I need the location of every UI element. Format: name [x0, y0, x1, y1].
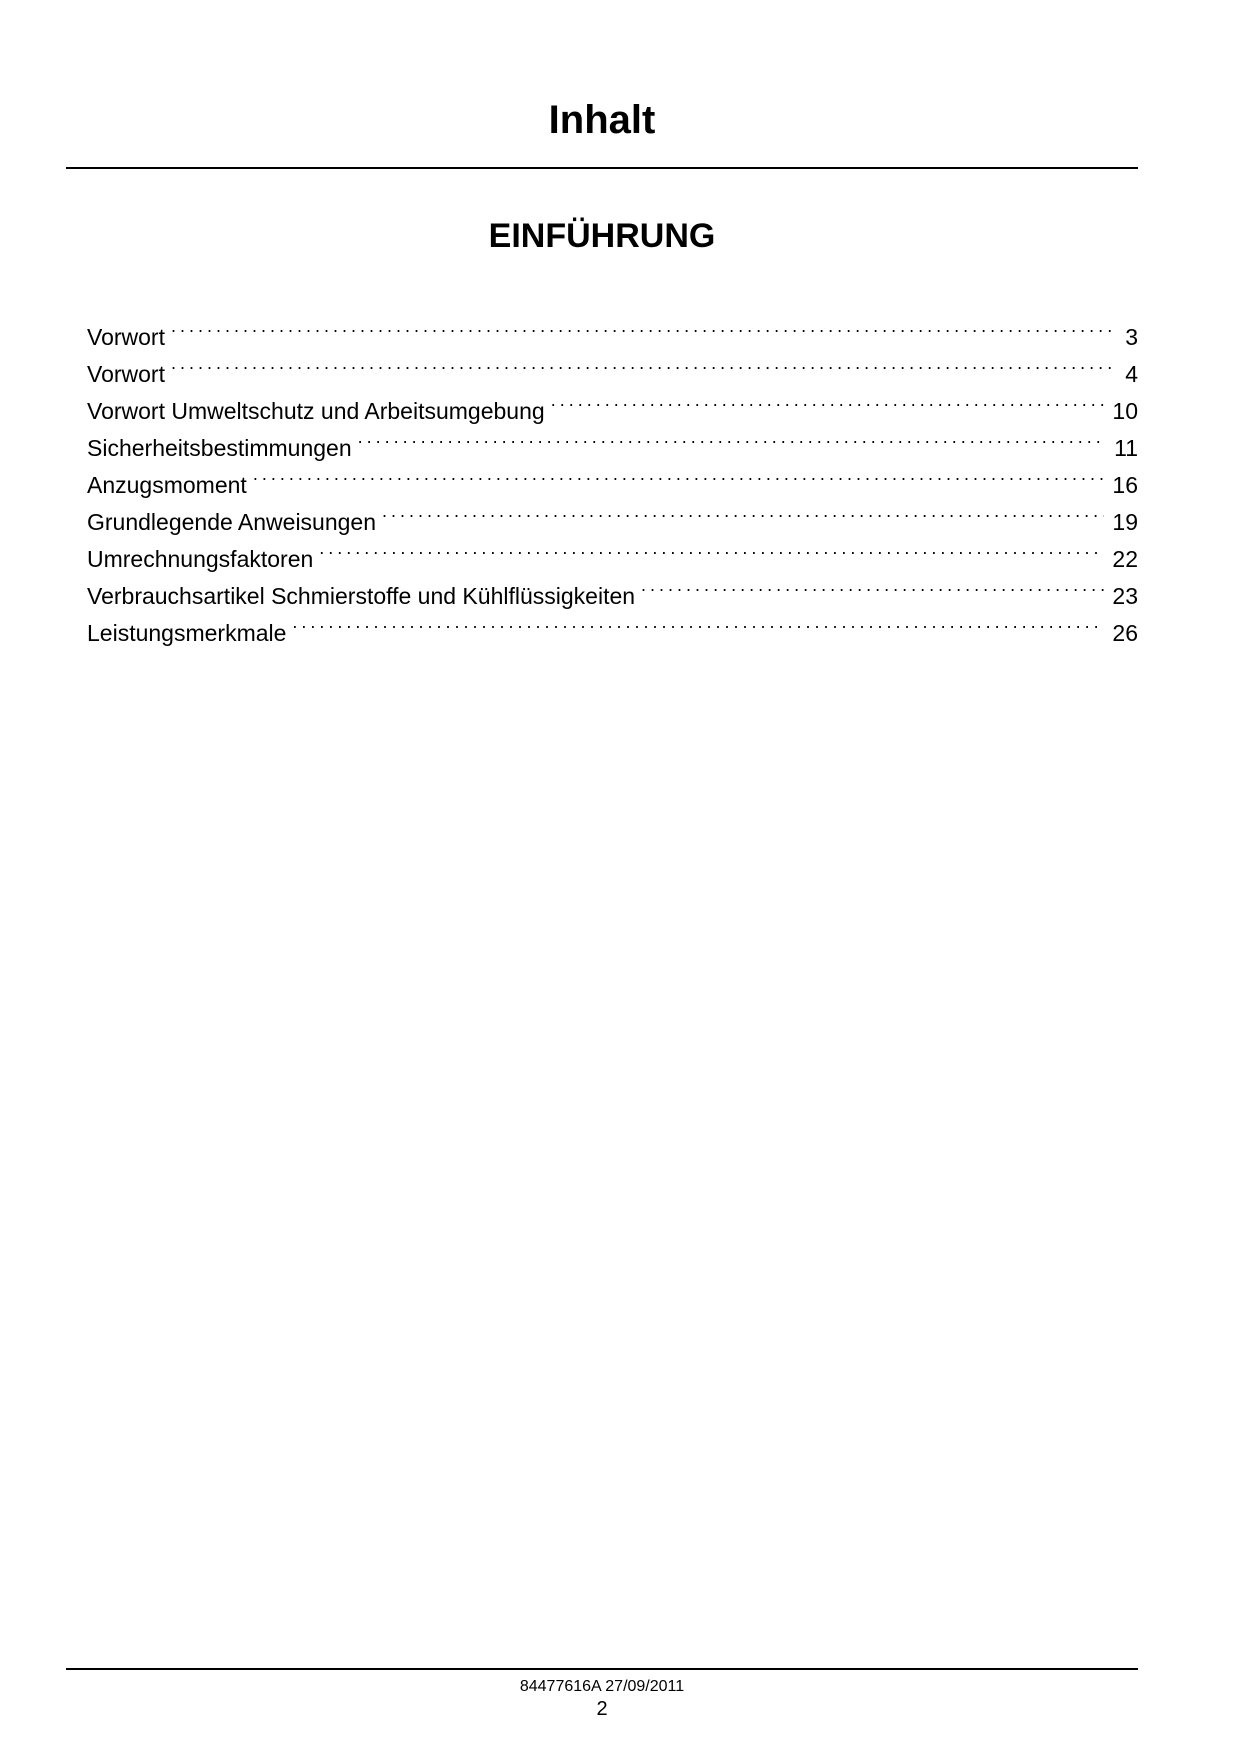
toc-dot-leader	[382, 493, 1104, 530]
toc-dot-leader	[551, 382, 1105, 419]
toc-entry-label: Sicherheitsbestimmungen	[87, 435, 352, 461]
footer-document-reference: 84477616A 27/09/2011	[519, 1678, 685, 1695]
toc-entry-page: 23	[1112, 583, 1138, 609]
toc-entry-label: Leistungsmerkmale	[87, 620, 287, 646]
toc-dot-leader	[171, 308, 1114, 345]
toc-entry-label: Anzugsmoment	[87, 472, 247, 498]
toc-entry-vorwort-1[interactable]	[87, 308, 1138, 350]
toc-entry-label: Vorwort	[87, 324, 165, 350]
toc-entry-label: Umrechnungsfaktoren	[87, 546, 314, 572]
table-of-contents	[87, 308, 1138, 646]
toc-dot-leader	[358, 419, 1106, 456]
toc-entry-label: Vorwort Umweltschutz und Arbeitsumgebung	[87, 398, 545, 424]
header-divider	[66, 167, 1138, 169]
toc-entry-page: 10	[1112, 398, 1138, 424]
toc-entry-page: 16	[1112, 472, 1138, 498]
footer-page-number: 2	[596, 1698, 608, 1720]
toc-entry-page: 4	[1125, 361, 1138, 387]
toc-entry-vorwort-2[interactable]	[87, 345, 1138, 387]
toc-entry-page: 22	[1112, 546, 1138, 572]
toc-entry-page: 11	[1114, 435, 1138, 461]
toc-entry-page: 3	[1125, 324, 1138, 350]
toc-dot-leader	[253, 456, 1105, 493]
toc-entry-page: 26	[1112, 620, 1138, 646]
toc-entry-page: 19	[1112, 509, 1138, 535]
toc-dot-leader	[641, 567, 1104, 604]
toc-dot-leader	[319, 530, 1104, 567]
toc-entry-label: Grundlegende Anweisungen	[87, 509, 377, 535]
footer-divider	[66, 1668, 1138, 1670]
toc-entry-label: Verbrauchsartikel Schmierstoffe und Kühlflüssigkeiten	[87, 583, 636, 609]
toc-dot-leader	[171, 345, 1114, 382]
toc-entry-label: Vorwort	[87, 361, 165, 387]
toc-dot-leader	[292, 604, 1104, 641]
section-title: EINFÜHRUNG	[488, 217, 716, 255]
page-title: Inhalt	[548, 98, 656, 142]
toc-entry-umweltschutz[interactable]	[87, 382, 1138, 424]
